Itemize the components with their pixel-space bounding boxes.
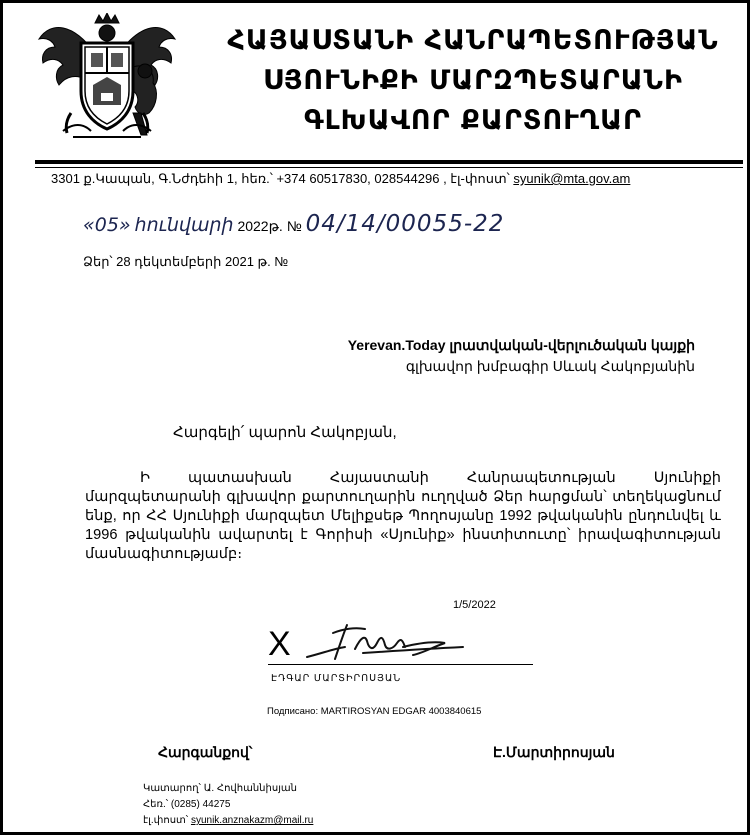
footer-email-line: [143, 813, 313, 829]
coat-of-arms-icon: [33, 13, 181, 143]
date-year-label: 2022թ. №: [237, 218, 302, 234]
signature-line: [268, 664, 533, 665]
letter-body: Ի պատասխան Հայաստանի Հանրապետության Սյունիքի մարզպետարանի գլխավոր քարտուղարին ուղղված Ձեր հարցման՝ տեղեկացնում ենք, որ ՀՀ Սյունիքի մարզպետ Մելիքսեթ Պողոսյանը 1992 թվականին ընդունվել և 1996 թվականին ավարտել է Գորիսի «Սյունիք» ինստիտուտը՝ իրավագիտության մասնագիտությամբ։: [85, 470, 721, 562]
date-line: [83, 211, 504, 237]
signed-by: Подписано: MARTIROSYAN EDGAR 4003840615: [267, 706, 482, 717]
closing-regards: Հարգանքով՝: [158, 744, 253, 760]
recipient-line-2: գլխավոր խմբագիր Սևակ Հակոբյանին: [405, 358, 695, 374]
date-day: «05»: [83, 214, 131, 236]
footer-email-link[interactable]: syunik.anznakazm@mail.ru: [190, 815, 314, 826]
closing-signer: Է.Մարտիրոսյան: [493, 744, 615, 760]
footer-block: [143, 781, 313, 829]
signature-name: ԷԴԳԱՐ ՄԱՐՏԻՐՈՍՅԱՆ: [271, 673, 402, 684]
footer-executor: Կատարող՝ Ա. Հովհաննիսյան: [143, 783, 297, 794]
header-rule-thin: [35, 167, 743, 168]
footer-email-label: էլ.փոստ՝: [143, 815, 191, 826]
signature-date: 1/5/2022: [453, 599, 496, 611]
signature-mark: X: [268, 625, 291, 663]
recipient-block: [348, 335, 695, 377]
header-rule-thick: [35, 160, 743, 164]
salutation: Հարգելի՛ պարոն Հակոբյան,: [173, 424, 397, 441]
contact-address: 3301 ք.Կապան, Գ.Նժդեհի 1, հեռ.՝ +374 60517830, 028544296 , էլ-փոստ՝: [51, 171, 514, 186]
handwritten-signature-icon: [303, 619, 473, 665]
document-number: 04/14/00055-22: [305, 211, 505, 237]
recipient-line-1: Yerevan.Today լրատվական-վերլուծական կայքի: [347, 337, 695, 353]
header-line-1: ՀԱՅԱՍՏԱՆԻ ՀԱՆՐԱՊԵՏՈՒԹՅԱՆ: [227, 25, 719, 56]
contact-email-link[interactable]: syunik@mta.gov.am: [513, 171, 631, 186]
header-line-3: ԳԼԽԱՎՈՐ ՔԱՐՏՈՒՂԱՐ: [303, 105, 643, 136]
reference-line: Ձեր՝ 28 դեկտեմբերի 2021 թ. №: [83, 254, 289, 269]
contact-line: [51, 171, 630, 187]
date-month: հունվարի: [134, 214, 234, 236]
header-line-2: ՍՅՈՒՆԻՔԻ ՄԱՐԶՊԵՏԱՐԱՆԻ: [263, 65, 683, 96]
footer-phone: Հեռ.՝ (0285) 44275: [143, 799, 231, 810]
